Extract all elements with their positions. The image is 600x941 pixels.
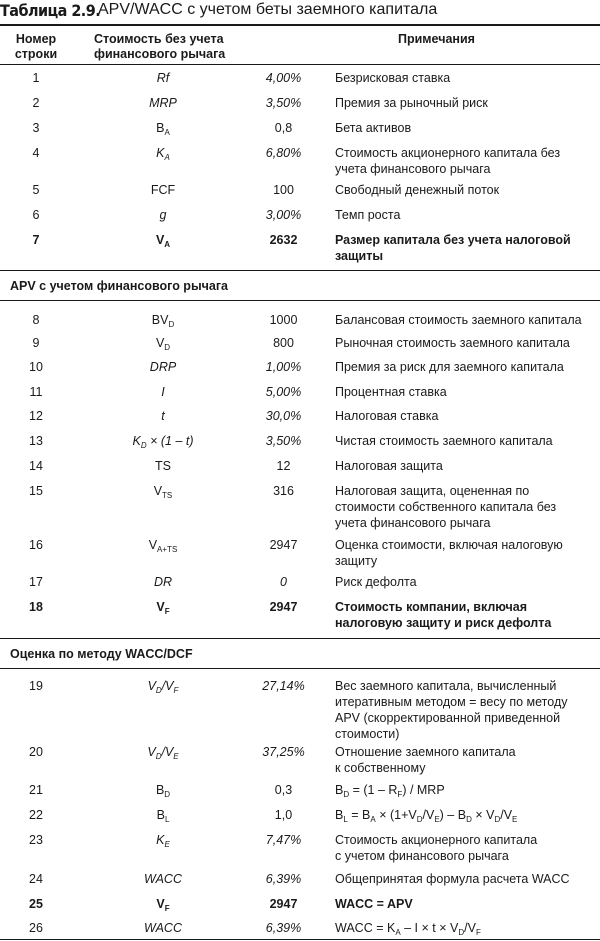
row-number: 24 bbox=[29, 872, 43, 886]
row-symbol: TS bbox=[155, 459, 171, 473]
row-value: 100 bbox=[273, 183, 294, 197]
top-rule bbox=[0, 24, 600, 26]
row-note: Отношение заемного капитала к собственному bbox=[335, 745, 516, 775]
row-note: Стоимость акционерного капитала с учетом финансового рычага bbox=[335, 833, 538, 863]
row-number: 26 bbox=[29, 921, 43, 935]
row-symbol: WACC bbox=[144, 921, 182, 935]
table-title bbox=[0, 0, 600, 22]
row-note: Премия за рыночный риск bbox=[335, 96, 488, 110]
row-value: 316 bbox=[273, 484, 294, 498]
row-note: Балансовая стоимость заемного капитала bbox=[335, 313, 582, 327]
row-note: Свободный денежный поток bbox=[335, 183, 500, 197]
row-number: 3 bbox=[32, 121, 40, 135]
row-number: 6 bbox=[32, 208, 40, 222]
row-note: Размер капитала без учета налоговой защиты bbox=[335, 233, 571, 263]
header-row-number: Номер строки bbox=[14, 32, 58, 61]
header-cost: Стоимость без учета финансового рычага bbox=[94, 32, 226, 61]
row-symbol: WACC bbox=[144, 872, 182, 886]
row-value: 2947 bbox=[269, 897, 298, 911]
row-value: 1000 bbox=[269, 313, 298, 327]
row-value: 7,47% bbox=[265, 833, 302, 847]
row-number: 12 bbox=[29, 409, 43, 423]
row-number: 7 bbox=[32, 233, 40, 247]
row-symbol: Rf bbox=[156, 71, 170, 85]
row-number: 2 bbox=[32, 96, 40, 110]
row-value: 1,00% bbox=[265, 360, 302, 374]
row-symbol: $B_A$ bbox=[156, 121, 170, 137]
row-note: Премия за риск для заемного капитала bbox=[335, 360, 564, 374]
row-number: 22 bbox=[29, 808, 43, 822]
row-symbol: $V_{A+TS}$ bbox=[148, 538, 178, 554]
row-note: Риск дефолта bbox=[335, 575, 417, 589]
row-symbol: t bbox=[161, 409, 165, 423]
row-symbol: $V_D/V_F$ bbox=[147, 679, 179, 695]
row-symbol: $K_E$ bbox=[156, 833, 170, 849]
row-note: WACC = APV bbox=[335, 897, 413, 911]
row-number: 21 bbox=[29, 783, 43, 797]
row-value: 0,3 bbox=[274, 783, 293, 797]
bottom-rule bbox=[0, 939, 600, 940]
row-value: 2947 bbox=[269, 538, 298, 552]
row-value: 800 bbox=[273, 336, 294, 350]
section3-title: Оценка по методу WACC/DCF bbox=[10, 647, 193, 661]
row-number: 5 bbox=[32, 183, 40, 197]
row-number: 19 bbox=[29, 679, 43, 693]
row-symbol: $V_D$ bbox=[155, 336, 171, 352]
section-rule bbox=[0, 638, 600, 639]
row-value: 3,50% bbox=[265, 96, 302, 110]
row-number: 9 bbox=[32, 336, 40, 350]
row-note: Процентная ставка bbox=[335, 385, 447, 399]
row-value: 37,25% bbox=[262, 745, 305, 759]
section2-title: APV с учетом финансового рычага bbox=[10, 279, 228, 293]
row-value: 1,0 bbox=[274, 808, 293, 822]
row-number: 23 bbox=[29, 833, 43, 847]
row-formula: $B_D = (1 - R_F)$ / MRP bbox=[335, 783, 445, 799]
row-number: 10 bbox=[29, 360, 43, 374]
row-note: Вес заемного капитала, вычисленный итеративным методом = весу по методу APV (скорректированной приведенной стоимости) bbox=[335, 679, 568, 741]
row-number: 1 bbox=[32, 71, 40, 85]
row-symbol: MRP bbox=[149, 96, 177, 110]
row-value: 3,50% bbox=[265, 434, 302, 448]
row-number: 16 bbox=[29, 538, 43, 552]
row-symbol: g bbox=[159, 208, 167, 222]
row-note: Бета активов bbox=[335, 121, 412, 135]
row-value: 2947 bbox=[269, 600, 298, 614]
row-value: 4,00% bbox=[265, 71, 302, 85]
row-number: 18 bbox=[29, 600, 43, 614]
row-number: 11 bbox=[29, 385, 43, 399]
row-value: 2632 bbox=[269, 233, 298, 247]
header-rule bbox=[0, 64, 600, 65]
row-symbol: $B_L$ bbox=[156, 808, 170, 824]
row-symbol: $V_{TS}$ bbox=[153, 484, 173, 500]
row-note: Стоимость акционерного капитала без учета финансового рычага bbox=[335, 146, 561, 176]
header-notes: Примечания bbox=[398, 32, 475, 46]
row-note: Стоимость компании, включая налоговую защиту и риск дефолта bbox=[335, 600, 552, 630]
row-number: 17 bbox=[29, 575, 43, 589]
row-number: 14 bbox=[29, 459, 43, 473]
row-symbol: $K_D \times (1 - t)$ bbox=[132, 434, 194, 450]
row-number: 8 bbox=[32, 313, 40, 327]
row-value: 6,80% bbox=[265, 146, 302, 160]
section-rule bbox=[0, 270, 600, 271]
row-symbol: DRP bbox=[149, 360, 177, 374]
row-note: Безрисковая ставка bbox=[335, 71, 451, 85]
row-symbol: $BV_D$ bbox=[151, 313, 175, 329]
row-value: 0,8 bbox=[274, 121, 293, 135]
row-symbol: $V_F$ bbox=[156, 600, 170, 616]
row-value: 6,39% bbox=[265, 921, 302, 935]
row-symbol: $V_F$ bbox=[156, 897, 170, 913]
row-number: 15 bbox=[29, 484, 43, 498]
row-note: Темп роста bbox=[335, 208, 401, 222]
row-number: 4 bbox=[32, 146, 40, 160]
row-note: Чистая стоимость заемного капитала bbox=[335, 434, 553, 448]
row-number: 20 bbox=[29, 745, 43, 759]
row-symbol: I bbox=[161, 385, 165, 399]
row-formula: WACC = $K_A - I \times t \times V_D/V_F$ bbox=[335, 921, 481, 937]
section-rule bbox=[0, 300, 600, 301]
row-symbol: FCF bbox=[150, 183, 176, 197]
row-value: 12 bbox=[276, 459, 291, 473]
row-symbol: DR bbox=[153, 575, 173, 589]
row-symbol: $V_A$ bbox=[155, 233, 171, 249]
row-number: 25 bbox=[29, 897, 43, 911]
table-caption: APV/WACC с учетом беты заемного капитала bbox=[98, 1, 438, 18]
table-number: Таблица 2.9. bbox=[0, 1, 101, 20]
row-value: 6,39% bbox=[265, 872, 302, 886]
row-formula: $B_L = B_A \times (1+V_D/V_E) - B_D \times V_D/V_E$ bbox=[335, 808, 518, 824]
row-note: Общепринятая формула расчета WACC bbox=[335, 872, 570, 886]
row-symbol: $B_D$ bbox=[155, 783, 171, 799]
row-value: 27,14% bbox=[262, 679, 305, 693]
row-symbol: $K_A$ bbox=[156, 146, 170, 162]
row-value: 30,0% bbox=[265, 409, 302, 423]
section-rule bbox=[0, 668, 600, 669]
row-value: 3,00% bbox=[265, 208, 302, 222]
row-value: 0 bbox=[280, 575, 287, 589]
row-note: Оценка стоимости, включая налоговую защиту bbox=[335, 538, 563, 568]
row-note: Рыночная стоимость заемного капитала bbox=[335, 336, 570, 350]
row-note: Налоговая защита, оцененная по стоимости собственного капитала без учета финансового рычага bbox=[335, 484, 557, 530]
row-note: Налоговая защита bbox=[335, 459, 443, 473]
row-symbol: $V_D/V_E$ bbox=[147, 745, 179, 761]
row-number: 13 bbox=[29, 434, 43, 448]
row-note: Налоговая ставка bbox=[335, 409, 439, 423]
row-value: 5,00% bbox=[265, 385, 302, 399]
